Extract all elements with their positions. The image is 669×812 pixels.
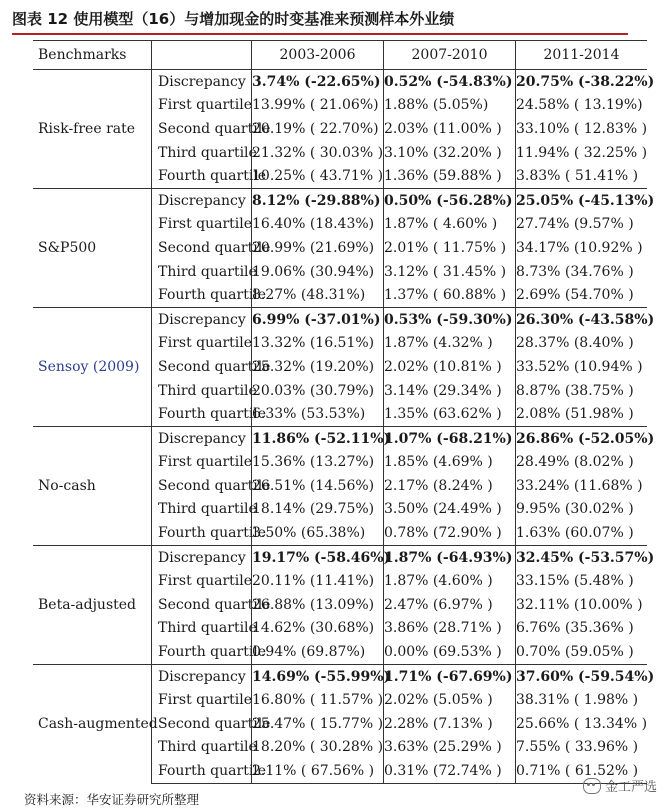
header-period: 2007-2010 <box>384 41 516 70</box>
table-row <box>33 307 647 331</box>
metric-label: Discrepancy <box>152 188 252 212</box>
metric-label: Fourth quartile <box>158 287 267 304</box>
header-benchmarks: Benchmarks <box>33 41 152 70</box>
metric-label: Discrepancy <box>152 545 252 569</box>
table-row <box>33 664 647 688</box>
value-cell: 2.02% (5.05% ) <box>384 688 516 712</box>
value-cell: 11.86% (-52.11%) <box>252 426 384 450</box>
value-cell: 2.08% (51.98% ) <box>516 402 648 426</box>
value-cell: 2.03% (11.00% ) <box>384 117 516 141</box>
value-cell: 18.20% ( 30.28% ) <box>252 736 384 760</box>
metric-label: Third quartile <box>158 620 257 637</box>
benchmark-name: Risk-free rate <box>33 70 152 189</box>
metric-label: First quartile <box>158 216 253 233</box>
value-cell: 2.02% (10.81% ) <box>384 355 516 379</box>
value-cell: 1.36% (59.88% ) <box>384 164 516 188</box>
value-cell: 32.11% (10.00% ) <box>516 593 648 617</box>
value-cell: 20.03% (30.79%) <box>252 379 384 403</box>
benchmark-name: S&P500 <box>33 188 152 307</box>
value-cell: 8.27% (48.31%) <box>252 283 384 307</box>
metric-label: Fourth quartile <box>158 644 267 661</box>
table-header-row <box>33 41 647 70</box>
value-cell: 1.63% (60.07% ) <box>516 521 648 545</box>
value-cell: 14.62% (30.68%) <box>252 617 384 641</box>
value-cell: 14.69% (-55.99%) <box>252 664 384 688</box>
value-cell: 38.31% ( 1.98% ) <box>516 688 648 712</box>
metric-label: Second quartile <box>158 715 271 732</box>
value-cell: 8.73% (34.76% ) <box>516 260 648 284</box>
header-period: 2011-2014 <box>516 41 648 70</box>
metric-label: First quartile <box>158 454 253 471</box>
metric-label: Discrepancy <box>152 664 252 688</box>
value-cell: 28.49% (8.02% ) <box>516 451 648 475</box>
metric-label: Second quartile <box>158 477 271 494</box>
metric-label: First quartile <box>158 335 253 352</box>
value-cell: 13.99% ( 21.06%) <box>252 94 384 118</box>
title-rule <box>12 33 628 35</box>
value-cell: 13.32% (16.51%) <box>252 332 384 356</box>
value-cell: 6.33% (53.53%) <box>252 402 384 426</box>
value-cell: 0.94% (69.87%) <box>252 640 384 664</box>
value-cell: 6.99% (-37.01%) <box>252 307 384 331</box>
value-cell: 3.50% (65.38%) <box>252 521 384 545</box>
value-cell: 2.69% (54.70% ) <box>516 283 648 307</box>
value-cell: 2.17% (8.24% ) <box>384 474 516 498</box>
value-cell: 10.25% ( 43.71% ) <box>252 164 384 188</box>
value-cell: 0.70% (59.05% ) <box>516 640 648 664</box>
metric-label: Third quartile <box>158 739 257 756</box>
value-cell: 1.87% (-64.93%) <box>384 545 516 569</box>
table-row <box>33 70 647 94</box>
header-metric <box>152 41 252 70</box>
value-cell: 0.00% (69.53% ) <box>384 640 516 664</box>
metric-label: Discrepancy <box>152 70 252 94</box>
value-cell: 20.11% (11.41%) <box>252 569 384 593</box>
table-body <box>33 70 655 784</box>
value-cell: 26.30% (-43.58%) <box>516 307 648 331</box>
value-cell: 33.52% (10.94% ) <box>516 355 648 379</box>
metric-label: Fourth quartile <box>158 168 267 185</box>
value-cell: 3.86% (28.71% ) <box>384 617 516 641</box>
metric-label: Fourth quartile <box>158 406 267 423</box>
value-cell: 18.14% (29.75%) <box>252 498 384 522</box>
value-cell: 28.37% (8.40% ) <box>516 332 648 356</box>
table-row <box>33 545 647 569</box>
value-cell: 2.01% ( 11.75% ) <box>384 236 516 260</box>
benchmark-name: Cash-augmented <box>33 664 152 783</box>
value-cell: 0.78% (72.90% ) <box>384 521 516 545</box>
value-cell: 1.87% (4.32% ) <box>384 332 516 356</box>
value-cell: 3.12% ( 31.45% ) <box>384 260 516 284</box>
metric-label: First quartile <box>158 573 253 590</box>
metric-label: Fourth quartile <box>158 525 267 542</box>
value-cell: 1.37% ( 60.88% ) <box>384 283 516 307</box>
value-cell: 6.76% (35.36% ) <box>516 617 648 641</box>
value-cell: 8.12% (-29.88%) <box>252 188 384 212</box>
benchmark-name: Beta-adjusted <box>33 545 152 664</box>
value-cell: 3.63% (25.29% ) <box>384 736 516 760</box>
value-cell: 15.36% (13.27%) <box>252 451 384 475</box>
value-cell: 3.14% (29.34% ) <box>384 379 516 403</box>
value-cell: 26.51% (14.56%) <box>252 474 384 498</box>
value-cell: 0.71% ( 61.52% ) <box>516 759 648 783</box>
value-cell: 16.80% ( 11.57% ) <box>252 688 384 712</box>
value-cell: 9.95% (30.02% ) <box>516 498 648 522</box>
value-cell: 33.15% (5.48% ) <box>516 569 648 593</box>
metric-label: Third quartile <box>158 144 257 161</box>
value-cell: 20.99% (21.69%) <box>252 236 384 260</box>
value-cell: 1.71% (-67.69%) <box>384 664 516 688</box>
metric-label: Fourth quartile <box>152 759 252 783</box>
metric-label: Discrepancy <box>152 307 252 331</box>
value-cell: 11.94% ( 32.25% ) <box>516 141 648 165</box>
value-cell: 3.74% (-22.65%) <box>252 70 384 94</box>
metric-label: First quartile <box>158 97 253 114</box>
value-cell: 32.45% (-53.57%) <box>516 545 648 569</box>
value-cell: 27.74% (9.57% ) <box>516 213 648 237</box>
figure-title: 图表 12 使用模型（16）与增加现金的时变基准来预测样本外业绩 <box>12 10 455 28</box>
value-cell: 37.60% (-59.54%) <box>516 664 648 688</box>
value-cell: 0.53% (-59.30%) <box>384 307 516 331</box>
value-cell: 16.40% (18.43%) <box>252 213 384 237</box>
value-cell: 1.85% (4.69% ) <box>384 451 516 475</box>
value-cell: 2.28% (7.13% ) <box>384 712 516 736</box>
value-cell: 1.87% ( 4.60% ) <box>384 213 516 237</box>
watermark <box>583 776 657 795</box>
value-cell: 1.88% (5.05%) <box>384 94 516 118</box>
value-cell: 26.88% (13.09%) <box>252 593 384 617</box>
value-cell: 1.87% (4.60% ) <box>384 569 516 593</box>
value-cell: 0.52% (-54.83%) <box>384 70 516 94</box>
benchmark-name: Sensoy (2009) <box>33 307 152 426</box>
watermark-text: 金工严选 <box>604 780 657 795</box>
value-cell: 8.87% (38.75% ) <box>516 379 648 403</box>
value-cell: 2.47% (6.97% ) <box>384 593 516 617</box>
source-note: 资料来源：华安证券研究所整理 <box>24 792 200 807</box>
value-cell: 25.05% (-45.13%) <box>516 188 648 212</box>
table-row <box>33 426 647 450</box>
metric-label: Third quartile <box>158 382 257 399</box>
header-period: 2003-2006 <box>252 41 384 70</box>
value-cell: 33.24% (11.68% ) <box>516 474 648 498</box>
metric-label: Discrepancy <box>152 426 252 450</box>
value-cell: 19.17% (-58.46%) <box>252 545 384 569</box>
wechat-icon <box>583 778 601 794</box>
value-cell: 26.86% (-52.05%) <box>516 426 648 450</box>
value-cell: 25.47% ( 15.77% ) <box>252 712 384 736</box>
value-cell: 0.50% (-56.28%) <box>384 188 516 212</box>
table-row <box>33 188 647 212</box>
metric-label: Third quartile <box>158 263 257 280</box>
value-cell: 0.31% (72.74% ) <box>384 759 516 783</box>
value-cell: 33.10% ( 12.83% ) <box>516 117 648 141</box>
value-cell: 7.55% ( 33.96% ) <box>516 736 648 760</box>
metric-label: Second quartile <box>158 358 271 375</box>
value-cell: 20.75% (-38.22%) <box>516 70 648 94</box>
metric-label: Second quartile <box>158 596 271 613</box>
value-cell: 25.66% ( 13.34% ) <box>516 712 648 736</box>
metric-label: Second quartile <box>158 239 271 256</box>
results-table <box>33 40 655 784</box>
metric-label: Second quartile <box>158 120 271 137</box>
value-cell: 3.10% (32.20% ) <box>384 141 516 165</box>
value-cell: 3.83% ( 51.41% ) <box>516 164 648 188</box>
value-cell: 25.32% (19.20%) <box>252 355 384 379</box>
value-cell: 21.32% ( 30.03% ) <box>252 141 384 165</box>
metric-label: First quartile <box>158 692 253 709</box>
value-cell: 2.11% ( 67.56% ) <box>252 759 384 783</box>
metric-label: Third quartile <box>158 501 257 518</box>
value-cell: 3.50% (24.49% ) <box>384 498 516 522</box>
benchmark-name: No-cash <box>33 426 152 545</box>
value-cell: 24.58% ( 13.19%) <box>516 94 648 118</box>
value-cell: 1.35% (63.62% ) <box>384 402 516 426</box>
value-cell: 34.17% (10.92% ) <box>516 236 648 260</box>
value-cell: 20.19% ( 22.70%) <box>252 117 384 141</box>
value-cell: 1.07% (-68.21%) <box>384 426 516 450</box>
value-cell: 19.06% (30.94%) <box>252 260 384 284</box>
